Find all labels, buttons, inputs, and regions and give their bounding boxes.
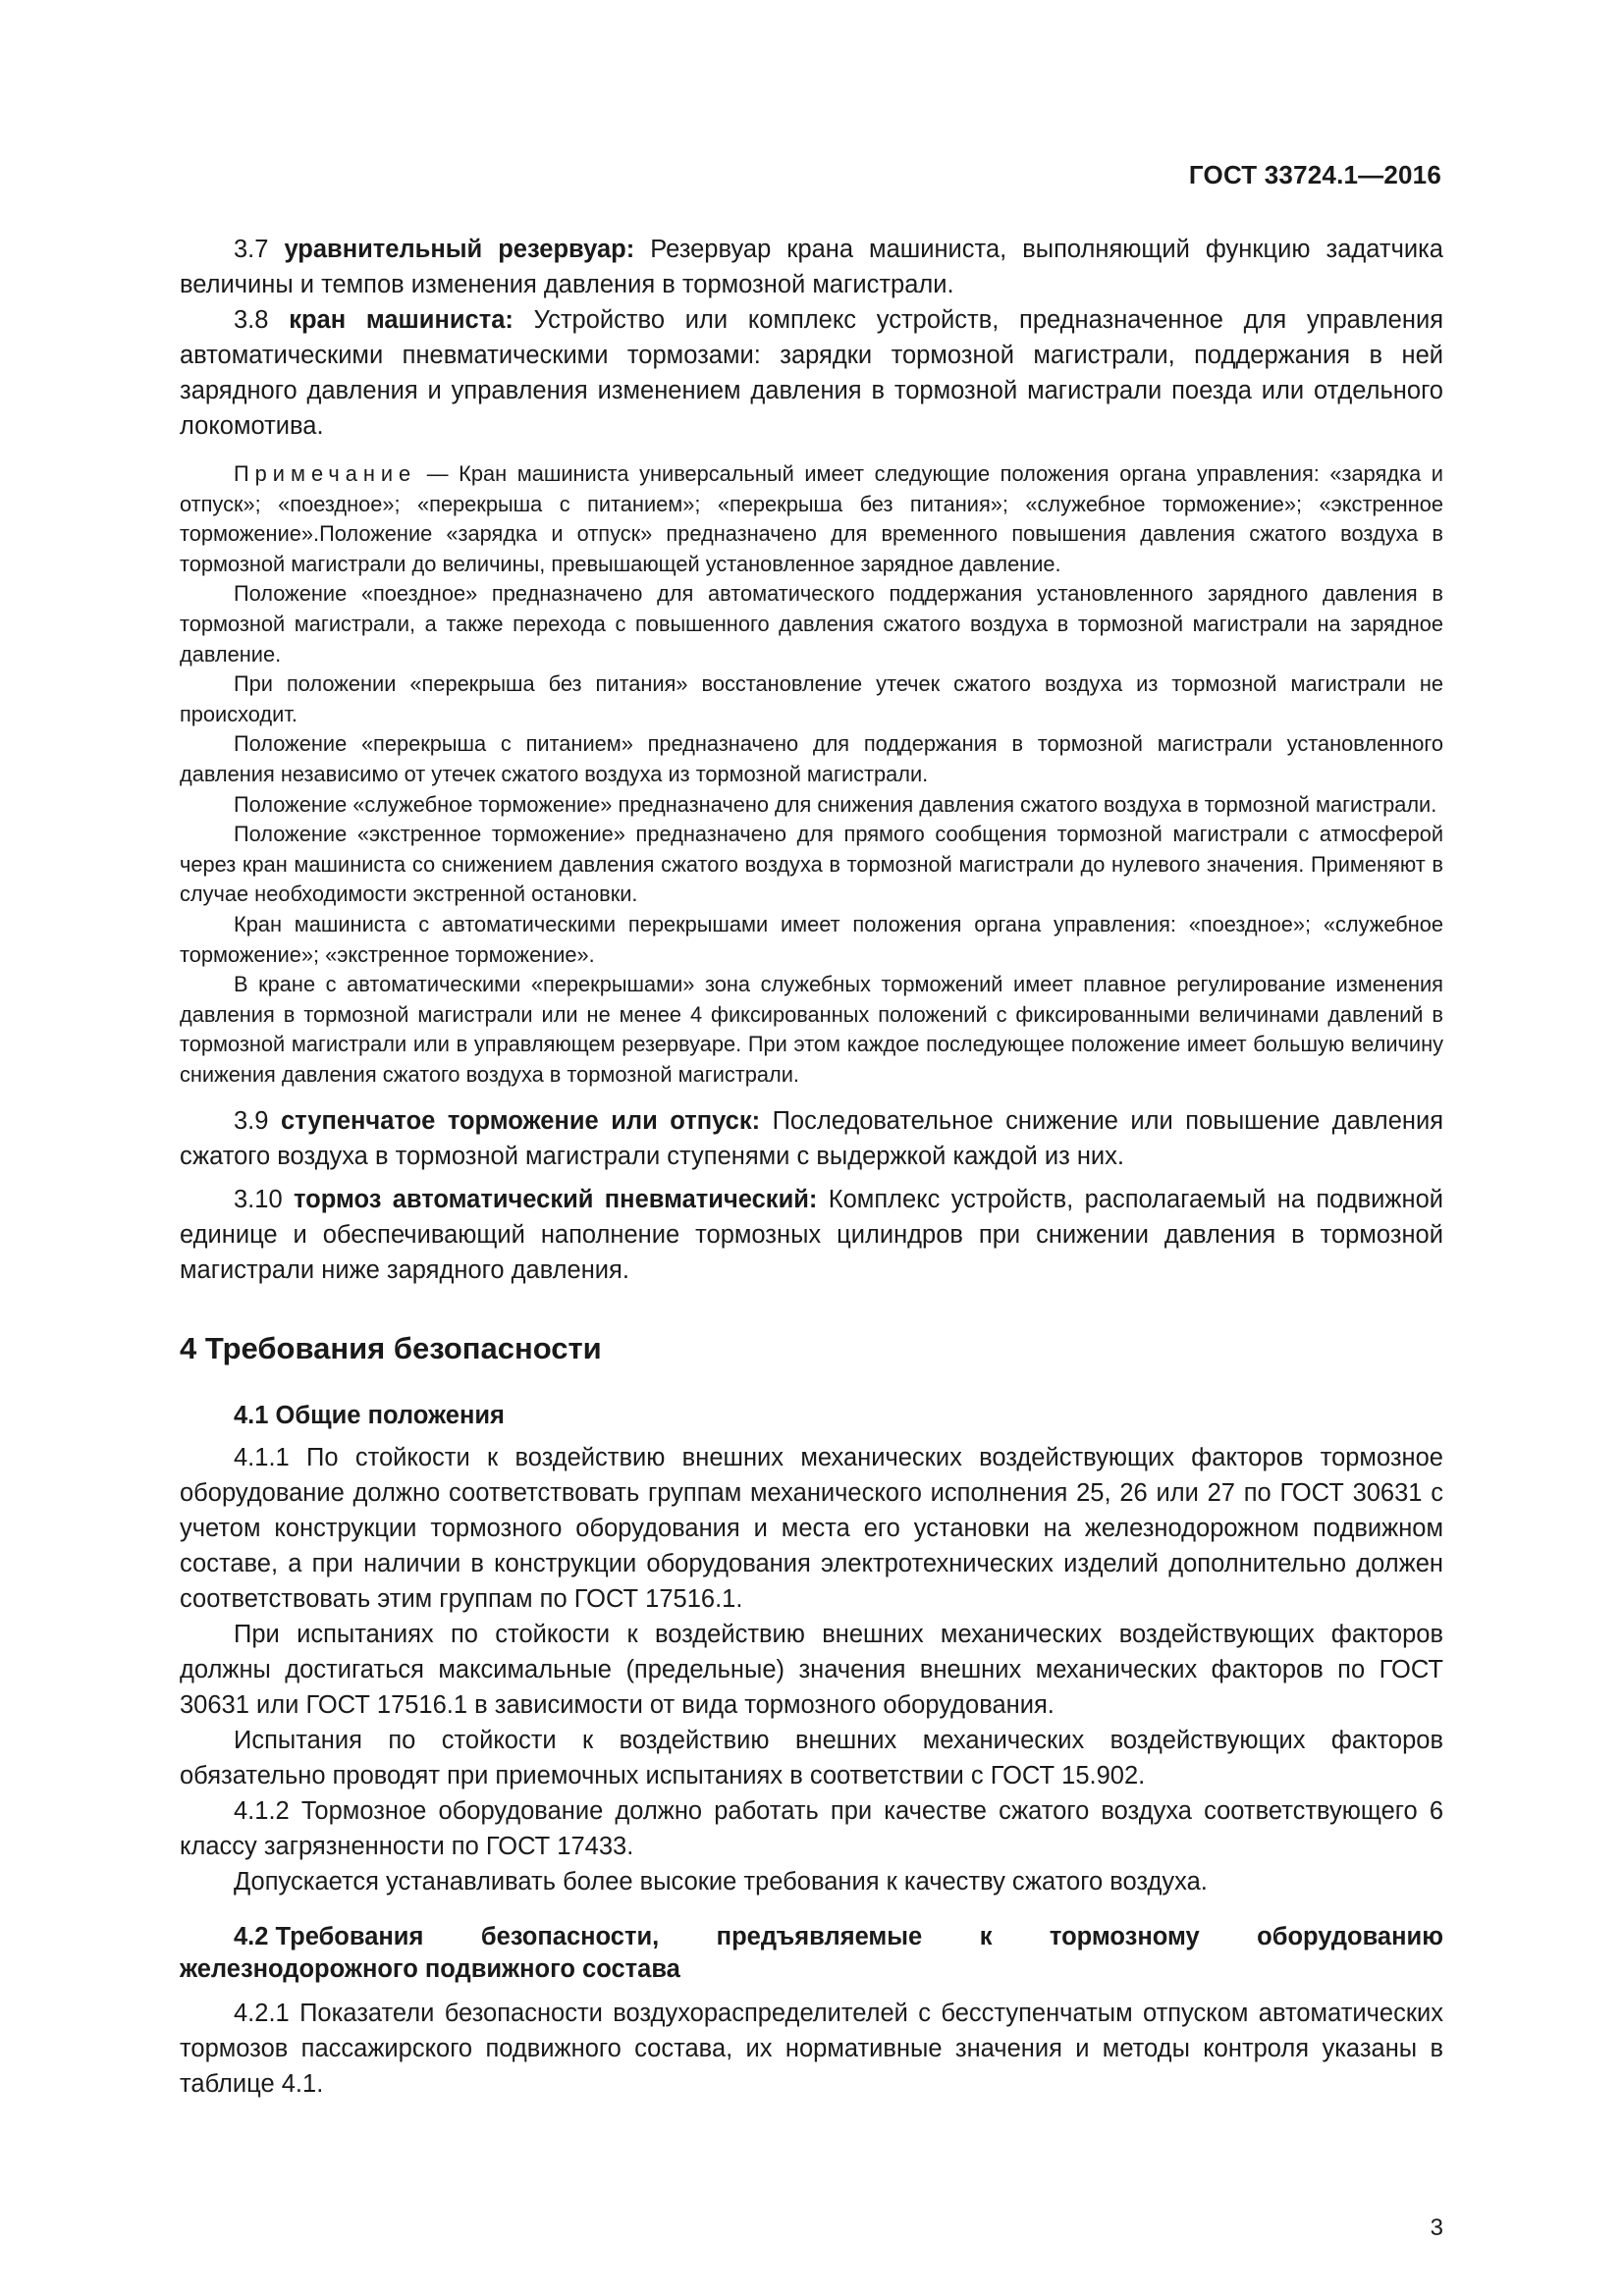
clause-number: 3.9 bbox=[234, 1107, 269, 1136]
note-paragraph: В кране с автоматическими «перекрышами» зона служебных торможений имеет плавное регулирование изменения давления в тормозной магистрали или не менее 4 фиксированных положений с фиксированными величинами давлений в тормозной магистрали или в управляющем резервуаре. При этом каждое последующее положение имеет большую величину снижения давления сжатого воздуха в тормозной магистрали. bbox=[180, 972, 1443, 1087]
definition-text: Устройство или комплекс устройств, предназначенное для управления автоматическими пневматическими тормозами: зарядки тормозной магистрали, поддержания в ней зарядного давления и управления изменением давления в тормозной магистрали поезда или отдельного локомотива. bbox=[180, 306, 1444, 440]
paragraph-4-1-1: 4.1.1 По стойкости к воздействию внешних механических воздействующих факторов тормозное оборудование должно соответствовать группам механического исполнения 25, 26 или 27 по ГОСТ 30631 с учетом конструкции тормозного оборудования и места его установки на железнодорожном подвижном составе, а при наличии в конструкции оборудования электротехнических изделий дополнительно должен соответствовать этим группам по ГОСТ 17516.1. bbox=[180, 1444, 1443, 1614]
note-paragraph: Положение «перекрыша с питанием» предназначено для поддержания в тормозной магистрали установленного давления независимо от утечек сжатого воздуха из тормозной магистрали. bbox=[180, 731, 1443, 786]
section-4-heading: 4 Требования безопасности bbox=[180, 1331, 602, 1366]
section-4-2-heading bbox=[180, 1921, 1443, 1986]
note-label: Примечание bbox=[234, 461, 417, 486]
paragraph-4-1-1-c: Испытания по стойкости к воздействию внешних механических воздействующих факторов обязательно проводят при приемочных испытаниях в соответствии с ГОСТ 15.902. bbox=[180, 1727, 1443, 1790]
paragraph-4-2-1: 4.2.1 Показатели безопасности воздухораспределителей с бесступенчатым отпуском автоматических тормозов пассажирского подвижного состава, их нормативные значения и методы контроля указаны в таблице 4.1. bbox=[180, 2000, 1443, 2099]
page-content bbox=[180, 232, 1443, 2102]
paragraph-4-1-2: 4.1.2 Тормозное оборудование должно работать при качестве сжатого воздуха соответствующего 6 классу загрязненности по ГОСТ 17433. bbox=[180, 1797, 1443, 1861]
section-4-2 bbox=[180, 1996, 1443, 2102]
clause-number: 3.8 bbox=[234, 306, 269, 334]
term: тормоз автоматический пневматический: bbox=[293, 1186, 818, 1214]
definition-text: Комплекс устройств, располагаемый на подвижной единице и обеспечивающий наполнение тормозных цилиндров при снижении давления в тормозной магистрали ниже зарядного давления. bbox=[180, 1186, 1443, 1285]
paragraph-4-1-2-b: Допускается устанавливать более высокие требования к качеству сжатого воздуха. bbox=[234, 1868, 1208, 1896]
heading-line-1 bbox=[180, 1921, 1443, 1953]
definitions-block bbox=[180, 232, 1443, 444]
note-lead bbox=[180, 459, 1443, 579]
term: ступенчатое торможение или отпуск: bbox=[280, 1107, 761, 1136]
note-paragraph: При положении «перекрыша без питания» восстановление утечек сжатого воздуха из тормозной магистрали не происходит. bbox=[180, 671, 1443, 726]
heading-word: безопасности, bbox=[480, 1923, 660, 1951]
note-block bbox=[180, 459, 1443, 1090]
paragraph-4-1-1-b: При испытаниях по стойкости к воздействию внешних механических воздействующих факторов должны достигаться максимальные (предельные) значения внешних механических факторов по ГОСТ 30631 или ГОСТ 17516.1 в зависимости от вида тормозного оборудования. bbox=[180, 1621, 1443, 1720]
definition-text: Резервуар крана машиниста, выполняющий функцию задатчика величины и темпов изменения давления в тормозной магистрали. bbox=[180, 236, 1443, 298]
definition-text: Последовательное снижение или повышение давления сжатого воздуха в тормозной магистрали ступенями с выдержкой каждой из них. bbox=[180, 1107, 1444, 1171]
section-4-1 bbox=[180, 1402, 1443, 1899]
definition-3-7 bbox=[180, 232, 1443, 302]
definitions-block-2 bbox=[180, 1103, 1443, 1288]
clause-number: 3.10 bbox=[234, 1186, 283, 1214]
term: кран машиниста: bbox=[289, 306, 514, 334]
heading-line-2: железнодорожного подвижного состава bbox=[180, 1955, 680, 1984]
note-paragraph: Кран машиниста с автоматическими перекрышами имеет положения органа управления: «поездное»; «служебное торможение»; «экстренное торможение». bbox=[180, 911, 1443, 967]
document-header: ГОСТ 33724.1—2016 bbox=[1188, 160, 1441, 189]
heading-word: предъявляемые bbox=[716, 1923, 923, 1951]
heading-word: 4.2 Требования bbox=[234, 1923, 424, 1951]
definition-3-10 bbox=[180, 1182, 1443, 1288]
clause-number: 3.7 bbox=[234, 236, 269, 263]
heading-word: тормозному bbox=[1049, 1923, 1200, 1951]
note-paragraph: Положение «поездное» предназначено для автоматического поддержания установленного зарядного давления в тормозной магистрали, а также перехода с повышенного давления сжатого воздуха в тормозной магистрали на зарядное давление. bbox=[180, 581, 1443, 667]
definition-3-9 bbox=[180, 1103, 1443, 1174]
note-lead-text: — Кран машиниста универсальный имеет следующие положения органа управления: «зарядка и отпуск»; «поездное»; «перекрыша с питанием»; «перекрыша без питания»; «служебное торможение»; «экстренное торможение».Положение «зарядка и отпуск» предназначено для временного повышения давления сжатого воздуха в тормозной магистрали до величины, превышающей установленное зарядное давление. bbox=[180, 461, 1443, 576]
heading-word: к bbox=[979, 1923, 993, 1951]
note-paragraph: Положение «служебное торможение» предназначено для снижения давления сжатого воздуха в тормозной магистрали. bbox=[234, 791, 1437, 817]
definition-3-8 bbox=[180, 302, 1443, 444]
note-paragraph: Положение «экстренное торможение» предназначено для прямого сообщения тормозной магистрали с атмосферой через кран машиниста со снижением давления сжатого воздуха в тормозной магистрали до нулевого значения. Применяют в случае необходимости экстренной остановки. bbox=[180, 822, 1443, 907]
term: уравнительный резервуар: bbox=[284, 236, 635, 263]
section-4-1-heading: 4.1 Общие положения bbox=[234, 1402, 505, 1430]
heading-word: оборудованию bbox=[1257, 1923, 1443, 1951]
page-number: 3 bbox=[1430, 2215, 1443, 2241]
